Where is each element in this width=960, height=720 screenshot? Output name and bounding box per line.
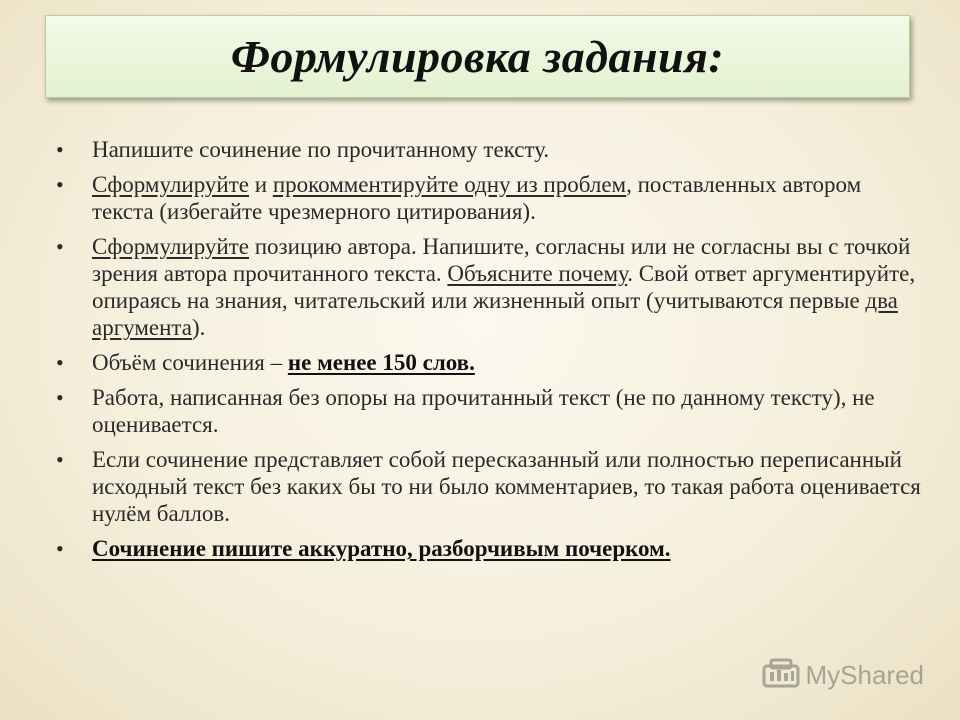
myshared-logo-icon	[762, 658, 800, 692]
bullet-dot-icon: •	[56, 536, 64, 561]
slide-title: Формулировка задания:	[230, 31, 725, 82]
bullet-text: Объём сочинения –	[92, 350, 288, 375]
bullet-text: ).	[191, 315, 206, 340]
bullet-text: Если сочинение представляет собой пересказанный или полностью переписанный исходный текст без каких бы то ни было комментариев, то такая работа оценивается нулём баллов.	[92, 447, 921, 526]
bullet-item	[56, 535, 926, 562]
bullet-item	[56, 171, 926, 225]
bullet-item	[56, 136, 926, 163]
bullet-text: позицию автора. Напишите, согласны или не согласны вы с точкой зрения автора прочитанного текста.	[92, 234, 911, 286]
bullet-text: . Свой ответ аргументируйте, опираясь на знания, читательский или жизненный опыт (учитываются первые	[92, 261, 916, 313]
bullet-dot-icon: •	[56, 447, 64, 472]
bullet-item	[56, 233, 926, 341]
emphasized-text: прокомментируйте одну из проблем	[272, 172, 627, 197]
watermark-text: MyShared	[805, 659, 924, 690]
emphasized-text: Сформулируйте	[92, 172, 249, 197]
bullet-dot-icon: •	[56, 385, 64, 410]
title-box	[45, 15, 910, 98]
bullet-text: Работа, написанная без опоры на прочитанный текст (не по данному тексту), не оценивается.	[92, 385, 875, 437]
bullet-dot-icon: •	[56, 172, 64, 197]
emphasized-text: Сформулируйте	[92, 234, 249, 259]
emphasized-text: Сочинение пишите аккуратно, разборчивым почерком.	[92, 536, 671, 561]
bullet-list	[56, 136, 926, 570]
bullet-text: и	[249, 172, 273, 197]
bullet-item	[56, 349, 926, 376]
bullet-text: , поставленных автором текста (избегайте чрезмерного цитирования).	[92, 172, 862, 224]
bullet-item	[56, 384, 926, 438]
watermark	[762, 658, 925, 692]
bullet-dot-icon: •	[56, 234, 64, 259]
bullet-dot-icon: •	[56, 350, 64, 375]
emphasized-text: не менее 150 слов.	[287, 350, 475, 375]
bullet-dot-icon: •	[56, 137, 64, 162]
bullet-text: Напишите сочинение по прочитанному тексту.	[92, 137, 550, 162]
bullet-item	[56, 446, 926, 527]
emphasized-text: Объясните почему	[447, 261, 628, 286]
emphasized-text: два аргумента	[92, 288, 898, 340]
